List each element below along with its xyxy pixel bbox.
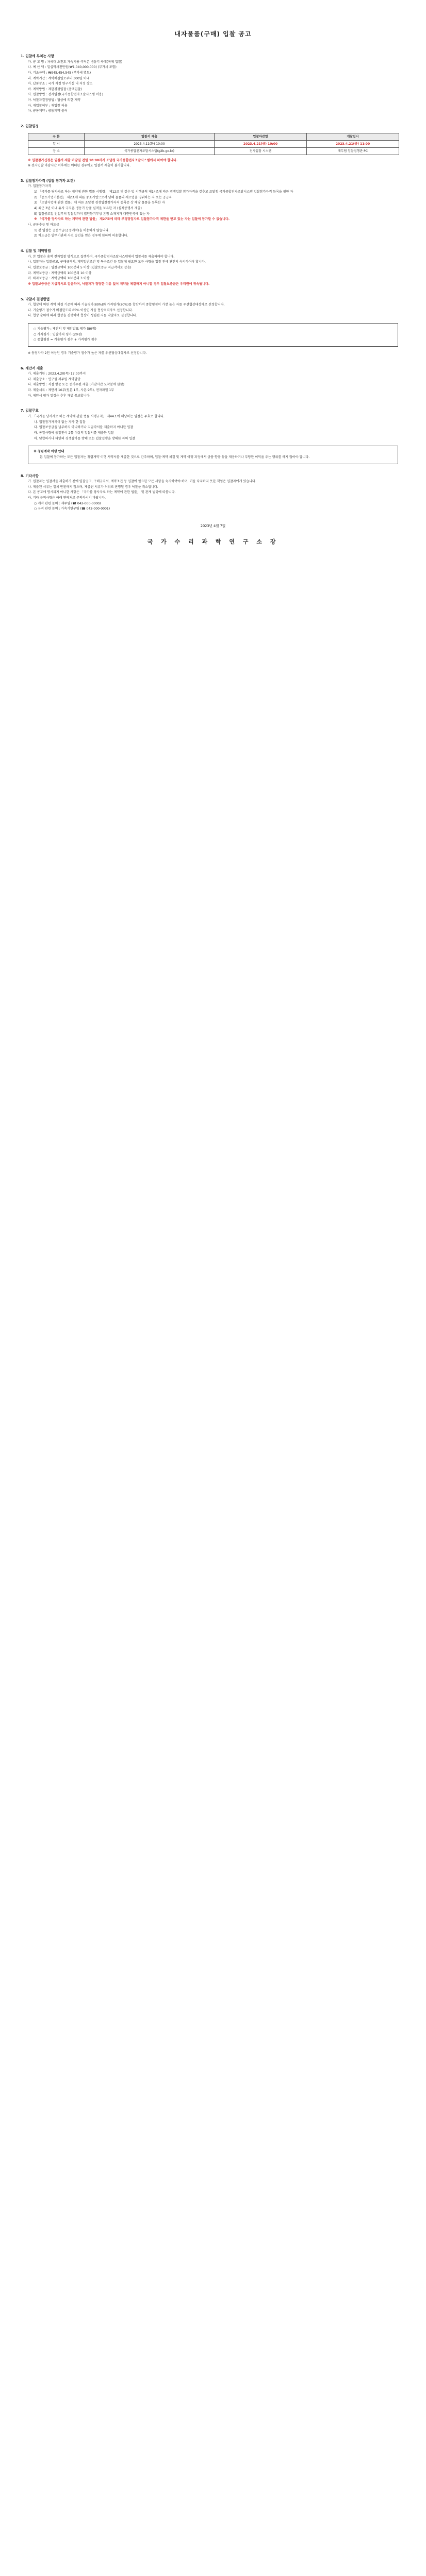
text-line: 다. 제출방법 : 직접 방문 또는 등기우편 제출 (마감시간 도착분에 한함) (28, 383, 125, 387)
text-line: 가. 제출기한 : 2023.4.20(목) 17:00까지 (28, 372, 86, 376)
text-line: 사. 입찰방법 : 전자입찰(국가종합전자조달시스템 이용) (28, 93, 103, 97)
text-line: 마. 하자보증금 : 계약금액의 100분의 3 이상 (28, 277, 90, 281)
text-line: 본 입찰에 참가하는 모든 입찰자는 청렴계약 이행 서약서를 제출한 것으로 간주하며, 입찰·계약 체결 및 계약 이행 과정에서 금품·향응 등을 제공하거나 부당한 이익을 주는 행위를 하지 않아야 합니다. (40, 455, 310, 459)
text-line: 라. 동일사항에 동일인이 2통 이상의 입찰서를 제출한 입찰 (34, 431, 114, 435)
table-cell: 재무팀 입찰집행관 PC (307, 147, 399, 155)
schedule-table (28, 133, 399, 155)
text-line: 나. 제출장소 : 연구원 재무팀 계약담당 (28, 377, 80, 381)
table-header-cell: 입찰마감일 (215, 133, 307, 140)
text-line: ○ 기술평가 : 제안서 및 제안발표 평가 (80점) (34, 327, 96, 331)
table-header-cell: 구 분 (28, 133, 85, 140)
text-line: 나. 예 산 액 : 일십억사천만원(₩1,040,000,000) (부가세 포함) (28, 65, 117, 70)
text-line: ○ 가격평가 : 입찰가격 평가 (20점) (34, 332, 83, 336)
section-heading: 1. 입찰에 부치는 사항 (21, 54, 54, 58)
text-line: 나. 입찰참가자격이 없는 자가 한 입찰 (34, 420, 86, 424)
table-cell: 장 소 (28, 147, 85, 155)
text-line: 라. 계약기간 : 계약체결일로부터 300일 이내 (28, 76, 90, 80)
section-heading: 2. 입찰일정 (21, 124, 39, 129)
text-line: 마. 납품장소 : 국가 지정 연구시설 내 지정 장소 (28, 82, 93, 86)
notice-line: ※ 전자입찰 마감시간 이후에는 어떠한 경우에도 입찰서 제출이 불가합니다. (28, 164, 131, 168)
section-heading: 7. 입찰무효 (21, 409, 39, 413)
text-line: 가. 「국가를 당사자로 하는 계약에 관한 법률 시행규칙」 제44조에 해당하는 입찰은 무효로 합니다. (28, 414, 165, 418)
section-heading: 4. 입찰 및 계약방법 (21, 249, 51, 253)
text-line: 5) 입찰공고일 전일부터 입찰일까지 법인등기부상 본점 소재지가 대한민국에 있는 자 (34, 212, 150, 216)
text-line: 2) 「중소기업기본법」 제2조에 따른 중소기업으로서 당해 물품의 제조업을 영위하는 자 또는 공급자 (34, 195, 172, 199)
announcement-date: 2023년 4월 7일 (200, 524, 226, 529)
text-line: 마. 제안서 평가 일정은 추후 개별 통보합니다. (28, 394, 91, 398)
text-line: 차. 공동계약 : 공동계약 불허 (28, 109, 68, 113)
table-cell: 2023.4.21(금) 11:00 (307, 140, 399, 147)
table-row (28, 147, 399, 155)
text-line: 3) 「조달사업에 관한 법률」에 따른 조달청 경쟁입찰참가자격 등록증 상 해당 물품을 등록한 자 (34, 201, 165, 205)
text-line: ○ 종합평점 = 기술평가 점수 + 가격평가 점수 (34, 338, 97, 342)
section-1-body (21, 60, 405, 115)
text-line: 다. 입찰보증금 : 입찰금액의 100분의 5 이상 (입찰보증금 지급각서로 갈음) (28, 265, 132, 269)
table-row (28, 140, 399, 147)
text-line: 바. 계약방법 : 제한경쟁입찰 (총액입찰) (28, 87, 82, 91)
integrity-box (28, 446, 398, 464)
text-line: 1) 「국가를 당사자로 하는 계약에 관한 법률 시행령」 제12조 및 같은 법 시행규칙 제14조에 따른 경쟁입찰 참가자격을 갖추고 조달청 국가종합전자조달시스템 입찰참가자격 등록을 필한 자 (34, 190, 293, 194)
text-line: 1) 본 입찰은 공동수급(공동계약)을 허용하지 않습니다. (34, 228, 110, 232)
text-line: 다. 입찰보증금을 납부하지 아니하거나 지급각서를 제출하지 아니한 입찰 (34, 426, 134, 430)
evaluation-box (28, 323, 398, 347)
text-line: 다. 협상 순위에 따라 협상을 진행하며 협상이 성립된 자를 낙찰자로 결정합니다. (28, 314, 137, 318)
contact-line: ○ 규격 관련 문의 : 가속기연구팀 (☎ 042-000-0001) (34, 507, 110, 511)
text-line: 마. 담합하거나 타인의 경쟁참가를 방해 또는 입찰집행을 방해한 자의 입찰 (34, 436, 135, 440)
table-cell: 일 시 (28, 140, 85, 147)
text-line: 나. 제출된 서류는 일체 반환하지 않으며, 제출된 서류가 허위로 판명될 경우 낙찰을 취소합니다. (28, 485, 158, 489)
text-line: 가. 입찰자는 입찰서를 제출하기 전에 입찰공고, 구매규격서, 계약조건 등 입찰에 필요한 모든 사항을 숙지하여야 하며, 이를 숙지하지 못한 책임은 입찰자에게 있습니다. (28, 480, 256, 484)
text-line: 나. 입찰자는 입찰공고, 구매규격서, 계약일반조건 및 특수조건 등 입찰에 필요한 모든 사항을 입찰 전에 완전히 숙지하여야 합니다. (28, 260, 206, 264)
table-header-cell: 입찰서 제출 (85, 133, 215, 140)
issuing-organization: 국 가 수 리 과 학 연 구 소 장 (147, 538, 279, 545)
section-heading: 3. 입찰참가자격 (입찰 참가자 요건) (21, 178, 75, 183)
notice-line: ※ 「국가를 당사자로 하는 계약에 관한 법률」 제27조에 따라 부정당업자로 입찰참가자격 제한을 받고 있는 자는 입찰에 참가할 수 없습니다. (34, 217, 230, 222)
text-line: 가. 본 입찰은 총액 전자입찰 방식으로 집행하며, 국가종합전자조달시스템에서 입찰서를 제출하여야 합니다. (28, 255, 175, 259)
table-cell: 2023.4.21(금) 10:00 (215, 140, 307, 147)
text-line: 자. 재입찰여부 : 재입찰 허용 (28, 104, 68, 108)
box-heading: ※ 청렴계약 이행 안내 (34, 450, 64, 454)
table-header-cell: 개찰일시 (307, 133, 399, 140)
notice-line: ※ 동점자가 2인 이상인 경우 기술평가 점수가 높은 자를 우선협상대상자로 선정합니다. (28, 351, 147, 355)
text-line: 아. 낙찰자결정방법 : 협상에 의한 계약 (28, 98, 80, 103)
text-line: 라. 계약보증금 : 계약금액의 100분의 10 이상 (28, 271, 92, 275)
section-heading: 6. 제안서 제출 (21, 366, 43, 370)
section-heading: 5. 낙찰자 결정방법 (21, 297, 50, 301)
table-header-row (28, 133, 399, 140)
table-cell: 전자입찰 시스템 (215, 147, 307, 155)
text-line: 라. 기타 문의사항은 아래 연락처로 문의하시기 바랍니다. (28, 496, 106, 500)
subsection-heading: 나. 공동수급 및 하도급 (28, 223, 59, 227)
table-cell: 2023.4.11(화) 10:00 (85, 140, 215, 147)
document-title: 내자물품(구매) 입찰 공고 (174, 30, 252, 38)
text-line: 4) 최근 3년 이내 유사 극저온 냉동기 납품 실적을 보유한 자 (실적증명서 제출) (34, 207, 142, 211)
text-line: 나. 기술평가 점수가 배점한도의 85% 이상인 자를 협상적격자로 선정합니다. (28, 308, 133, 312)
subsection-heading: 가. 입찰참가자격 (28, 184, 52, 189)
text-line: 라. 제출서류 : 제안서 10부(원본 1부, 사본 9부), 전자파일 1부 (28, 388, 114, 393)
text-line: 2) 하도급은 발주기관의 사전 승인을 얻은 경우에 한하여 허용합니다. (34, 234, 128, 238)
notice-line: ※ 입찰참가신청은 입찰서 제출 마감일 전일 18:00까지 조달청 국가종합전자조달시스템에서 하여야 합니다. (28, 158, 178, 162)
text-line: 가. 협상에 의한 계약 체결 기준에 따라 기술평가(80%)와 가격평가(20%)를 합산하여 종합평점이 가장 높은 자를 우선협상대상자로 선정합니다. (28, 303, 225, 307)
text-line: 다. 본 공고에 명시되지 아니한 사항은 「국가를 당사자로 하는 계약에 관한 법률」 및 관계 법령에 따릅니다. (28, 490, 176, 495)
contact-line: ○ 계약 관련 문의 : 재무팀 (☎ 042-000-0000) (34, 501, 101, 505)
text-line: 다. 기초금액 : ₩945,454,545 (부가세 별도) (28, 71, 91, 75)
table-cell: 국가종합전자조달시스템(g2b.go.kr) (85, 147, 215, 155)
notice-line: ※ 입찰보증금은 지급각서로 갈음하며, 낙찰자가 정당한 이유 없이 계약을 체결하지 아니할 경우 입찰보증금은 우리원에 귀속됩니다. (28, 282, 210, 286)
section-heading: 8. 기타사항 (21, 473, 39, 478)
text-line: 가. 공 고 명 : 차세대 초전도 가속기용 극저온 냉동기 구매(국제 입찰) (28, 60, 123, 64)
